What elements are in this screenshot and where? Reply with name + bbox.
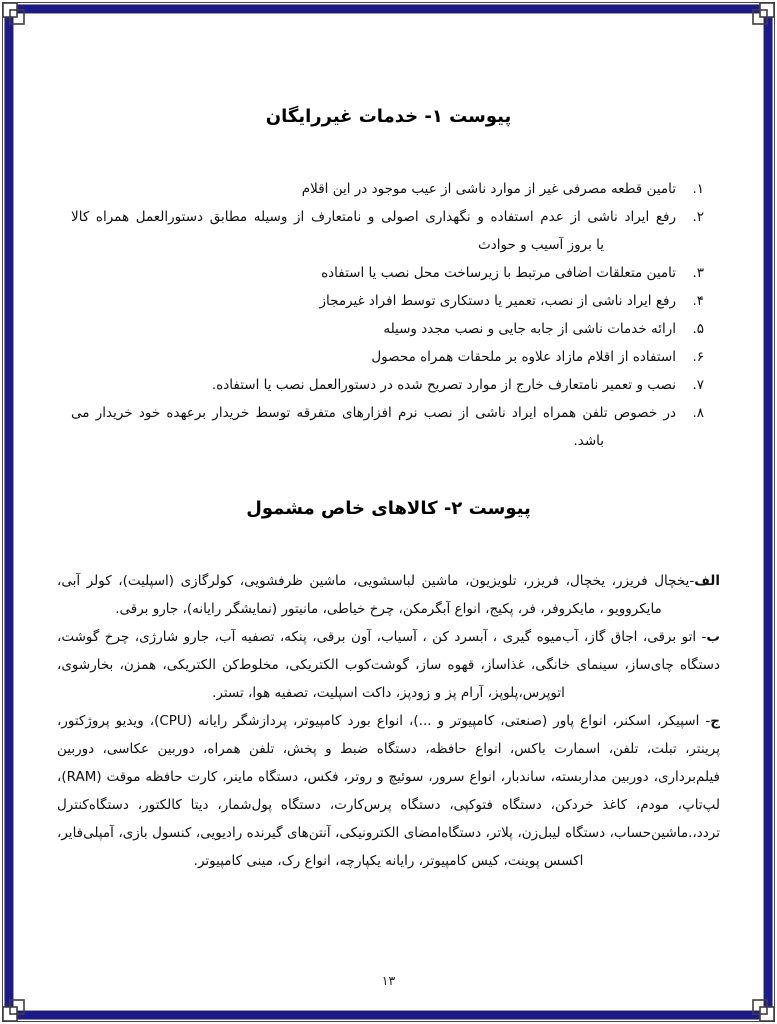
list-item-text: استفاده از اقلام مازاد علاوه بر ملحقات همراه محصول <box>371 349 676 365</box>
list-item-number: ۱. <box>692 181 704 197</box>
list-item <box>71 203 704 259</box>
paragraph-text: - اسپیکر، اسکنر، انواع پاور (صنعتی، کامپیوتر و ...)، انواع بورد کامپیوتر، پردازشگر رایانه (CPU)، ویدیو پروژکتور، پرینتر، تبلت، تلفن، اسمارت باکس، انواع حافظه، دستگاه ضبط و پخش، تلفن همراه، دوربین عکاسی، دوربین فیلم‌برداری، دوربین مداربسته، ساندبار، انواع سرور، سوئیچ و روتر، فکس، دستگاه ماینر، کارت حافظه موقت (RAM)، لپ‌تاپ، مودم، کاغذ خردکن، دستگاه فتوکپی، دستگاه پرس‌کارت، دستگاه پول‌شمار، دیتا کالکتور، دستگاه‌کنترل تردد،.ماشین‌حساب، دستگاه لیبل‌زن، پلاتر، دستگاه‌امضای الکترونیکی، آنتن‌های گیرنده رادیویی، کنسول بازی، آمپلی‌فایر، اکسس پوینت، کیس کامپیوتر، رایانه یکپارچه، انواع رک، مینی کامپیوتر. <box>57 713 720 869</box>
list-item-text-line: رفع ایراد ناشی از عدم استفاده و نگهداری اصولی و نامتعارف از وسیله مطابق دستورالعمل همراه کالا <box>71 209 676 225</box>
page-content <box>57 0 720 875</box>
special-goods-paragraphs <box>57 567 720 875</box>
list-item <box>71 175 704 203</box>
list-item-number: ۷. <box>692 377 704 393</box>
list-item <box>71 399 704 455</box>
goods-paragraph <box>57 707 720 875</box>
list-item-text: تامین قطعه مصرفی غیر از موارد ناشی از عیب موجود در این اقلام <box>301 181 676 197</box>
corner-knot-icon <box>0 0 30 30</box>
list-item-text-line: در خصوص تلفن همراه ایراد ناشی از نصب نرم افزارهای متفرقه توسط خریدار برعهده خود خریدار می <box>71 405 676 421</box>
list-item-number: ۵. <box>692 321 704 337</box>
paragraph-text: - اتو برقی، اجاق گاز، آب‌میوه گیری ، آبسرد کن ، آسیاب، آون برقی، پنکه، تصفیه آب، جارو شارژی، چرخ گوشت، دستگاه چای‌ساز، سینمای خانگی، غذاساز، قهوه ساز، گوشت‌کوب الکتریکی، مخلوط‌کن الکتریکی، همزن، بخارشوی، اتوپرس،پلوپز، آرام پز و زودپز، داکت اسپلیت، تصفیه هوا، تستر. <box>57 629 720 701</box>
paragraph-label: ب <box>706 629 720 645</box>
list-item-text: ارائه خدمات ناشی از جابه جایی و نصب مجدد وسیله <box>383 321 676 337</box>
list-item-number: ۲. <box>692 209 704 225</box>
paragraph-label: ج <box>710 713 720 729</box>
list-item <box>71 259 704 287</box>
appendix1-title: پیوست ۱- خدمات غیررایگان <box>265 106 512 127</box>
list-item-text: تامین متعلقات اضافی مرتبط با زیرساخت محل نصب یا استفاده <box>321 265 676 281</box>
goods-paragraph <box>57 623 720 707</box>
list-item-number: ۴. <box>692 293 704 309</box>
paragraph-text: -یخچال فریزر، یخچال، فریزر، تلویزیون، ماشین لباسشویی، ماشین ظرفشویی، کولرگازی (اسپلیت)، کولر آبی، مایکروویو ، مایکروفر، فر، پکیج، انواع آبگرمکن، چرخ خیاطی، مانیتور (نمایشگر رایانه)، جارو برقی. <box>57 573 695 617</box>
list-item-continuation: یا بروز آسیب و حوادث <box>478 237 604 253</box>
list-item-text: نصب و تعمیر نامتعارف خارج از موارد تصریح شده در دستورالعمل نصب یا استفاده. <box>211 377 676 393</box>
list-item <box>71 343 704 371</box>
list-item-number: ۸. <box>692 405 704 421</box>
corner-knot-icon <box>747 0 777 30</box>
list-item <box>71 371 704 399</box>
list-item-number: ۳. <box>692 265 704 281</box>
paragraph-label: الف <box>694 573 720 589</box>
goods-paragraph <box>57 567 720 623</box>
corner-knot-icon <box>0 994 30 1024</box>
list-item-text <box>71 399 676 455</box>
list-item-continuation: باشد. <box>573 433 604 449</box>
list-item-text: رفع ایراد ناشی از نصب، تعمیر یا دستکاری توسط افراد غیرمجاز <box>319 293 676 309</box>
list-item-number: ۶. <box>692 349 704 365</box>
page-number: ۱۳ <box>381 973 396 988</box>
list-item <box>71 315 704 343</box>
list-item-text <box>71 203 676 259</box>
appendix2-title: پیوست ۲- کالاهای خاص مشمول <box>246 498 531 519</box>
non-free-services-list <box>57 175 720 455</box>
corner-knot-icon <box>747 994 777 1024</box>
list-item <box>71 287 704 315</box>
